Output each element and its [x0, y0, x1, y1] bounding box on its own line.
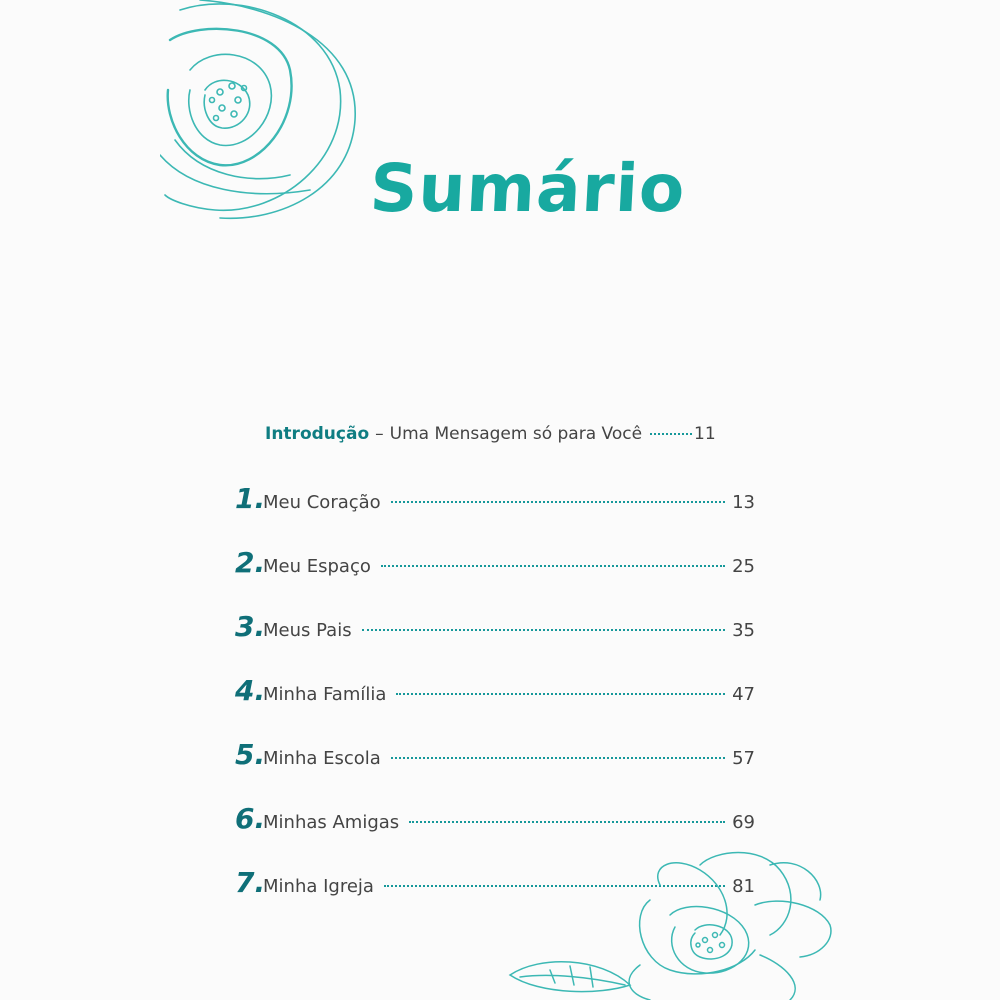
chapter-number: 6.: [235, 802, 266, 835]
page-title: Sumário: [367, 150, 688, 227]
flower-illustration-bottom: [500, 845, 840, 1000]
chapter-title: Meu Espaço: [263, 556, 371, 577]
chapter-page-number: 13: [732, 492, 755, 513]
chapter-page-number: 47: [732, 684, 755, 705]
intro-page-number: 11: [694, 424, 716, 444]
chapter-title: Minhas Amigas: [263, 812, 400, 833]
chapter-title: Minha Igreja: [263, 876, 374, 897]
chapter-number: 7.: [235, 866, 266, 899]
toc-row: [235, 482, 755, 515]
chapter-page-number: 25: [732, 556, 755, 577]
intro-title: Uma Mensagem só para Você: [389, 424, 643, 444]
chapter-number: 3.: [235, 610, 266, 643]
intro-separator: –: [375, 424, 384, 444]
dot-leader: [650, 433, 692, 435]
dot-leader: [362, 629, 725, 631]
dot-leader: [409, 821, 725, 823]
chapter-title: Meus Pais: [263, 620, 352, 641]
chapter-title: Minha Família: [263, 684, 387, 705]
chapter-title: Minha Escola: [263, 748, 381, 769]
toc-row: [235, 738, 755, 771]
chapter-number: 5.: [235, 738, 266, 771]
chapter-page-number: 69: [732, 812, 755, 833]
toc-row: [235, 802, 755, 835]
toc-row: [235, 610, 755, 643]
intro-label: Introdução: [265, 424, 370, 444]
toc-intro-row: [265, 424, 755, 444]
toc-row: [235, 674, 755, 707]
chapter-number: 2.: [235, 546, 266, 579]
flower-illustration-top: [160, 0, 360, 225]
chapter-page-number: 81: [732, 876, 755, 897]
dot-leader: [391, 757, 725, 759]
chapter-page-number: 35: [732, 620, 755, 641]
dot-leader: [381, 565, 725, 567]
toc-row: [235, 546, 755, 579]
chapter-number: 4.: [235, 674, 266, 707]
dot-leader: [391, 501, 725, 503]
dot-leader: [396, 693, 725, 695]
chapter-number: 1.: [235, 482, 266, 515]
chapter-title: Meu Coração: [263, 492, 381, 513]
chapter-page-number: 57: [732, 748, 755, 769]
